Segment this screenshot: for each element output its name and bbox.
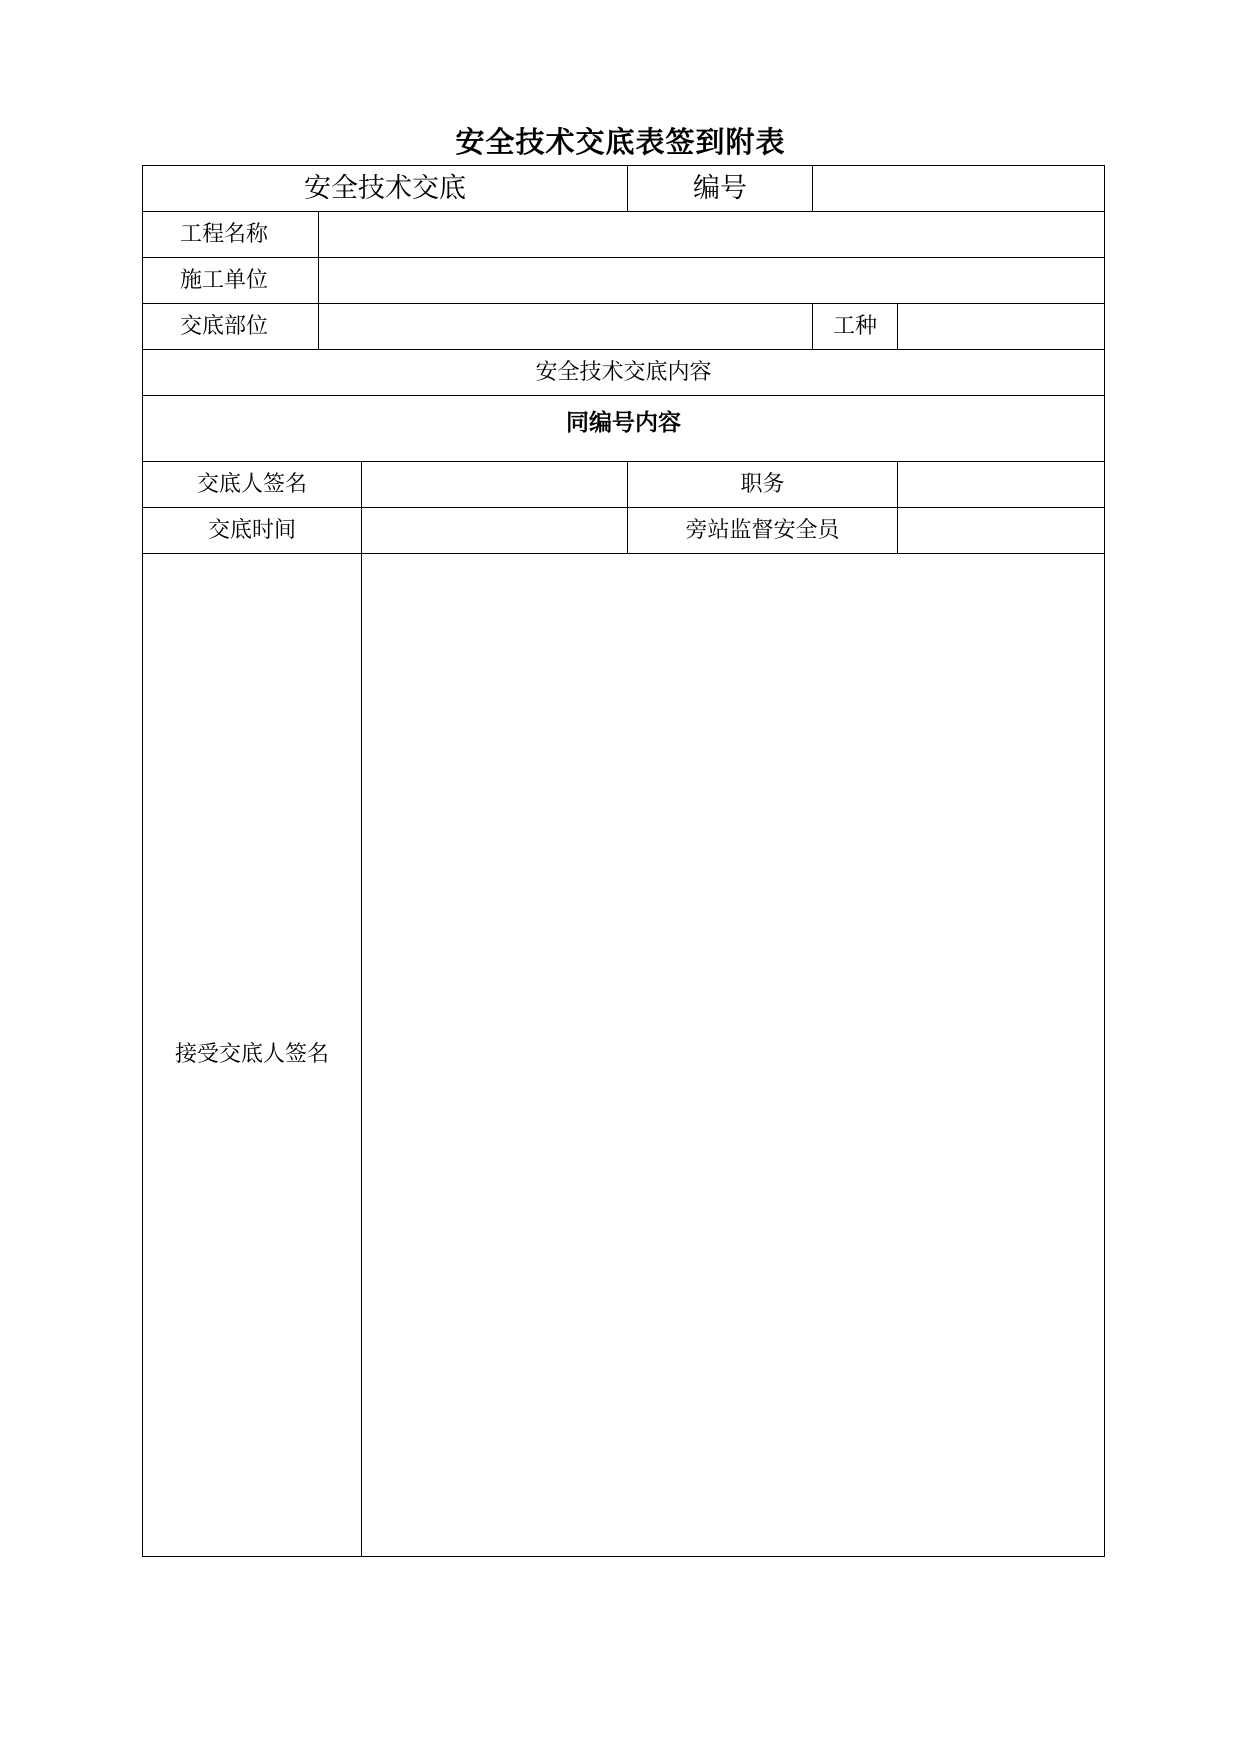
header-row: [143, 166, 1105, 212]
form-type-label: 安全技术交底: [143, 166, 628, 212]
document-title: 安全技术交底表签到附表: [455, 125, 786, 159]
discloser-signature-label: 交底人签名: [143, 462, 362, 508]
discloser-row: [143, 462, 1105, 508]
position-field[interactable]: [898, 462, 1105, 508]
project-name-field[interactable]: [319, 212, 1105, 258]
content-row: [143, 396, 1105, 462]
disclosure-location-field[interactable]: [319, 304, 813, 350]
safety-supervisor-field[interactable]: [898, 508, 1105, 554]
safety-disclosure-form: [142, 165, 1105, 1557]
number-label: 编号: [628, 166, 813, 212]
safety-supervisor-label: 旁站监督安全员: [628, 508, 898, 554]
disclosure-content[interactable]: 同编号内容: [143, 396, 1105, 462]
recipient-signature-label: 接受交底人签名: [143, 554, 362, 1557]
construction-unit-row: [143, 258, 1105, 304]
project-name-row: [143, 212, 1105, 258]
number-field[interactable]: [813, 166, 1105, 212]
disclosure-time-label: 交底时间: [143, 508, 362, 554]
recipient-row: [143, 554, 1105, 1557]
content-heading: 安全技术交底内容: [143, 350, 1105, 396]
position-label: 职务: [628, 462, 898, 508]
work-type-label: 工种: [813, 304, 898, 350]
discloser-signature-field[interactable]: [362, 462, 628, 508]
work-type-field[interactable]: [898, 304, 1105, 350]
content-heading-row: [143, 350, 1105, 396]
disclosure-location-row: [143, 304, 1105, 350]
project-name-label: 工程名称: [143, 212, 319, 258]
time-row: [143, 508, 1105, 554]
construction-unit-field[interactable]: [319, 258, 1105, 304]
disclosure-location-label: 交底部位: [143, 304, 319, 350]
recipient-signature-area[interactable]: [362, 554, 1105, 1557]
construction-unit-label: 施工单位: [143, 258, 319, 304]
disclosure-time-field[interactable]: [362, 508, 628, 554]
